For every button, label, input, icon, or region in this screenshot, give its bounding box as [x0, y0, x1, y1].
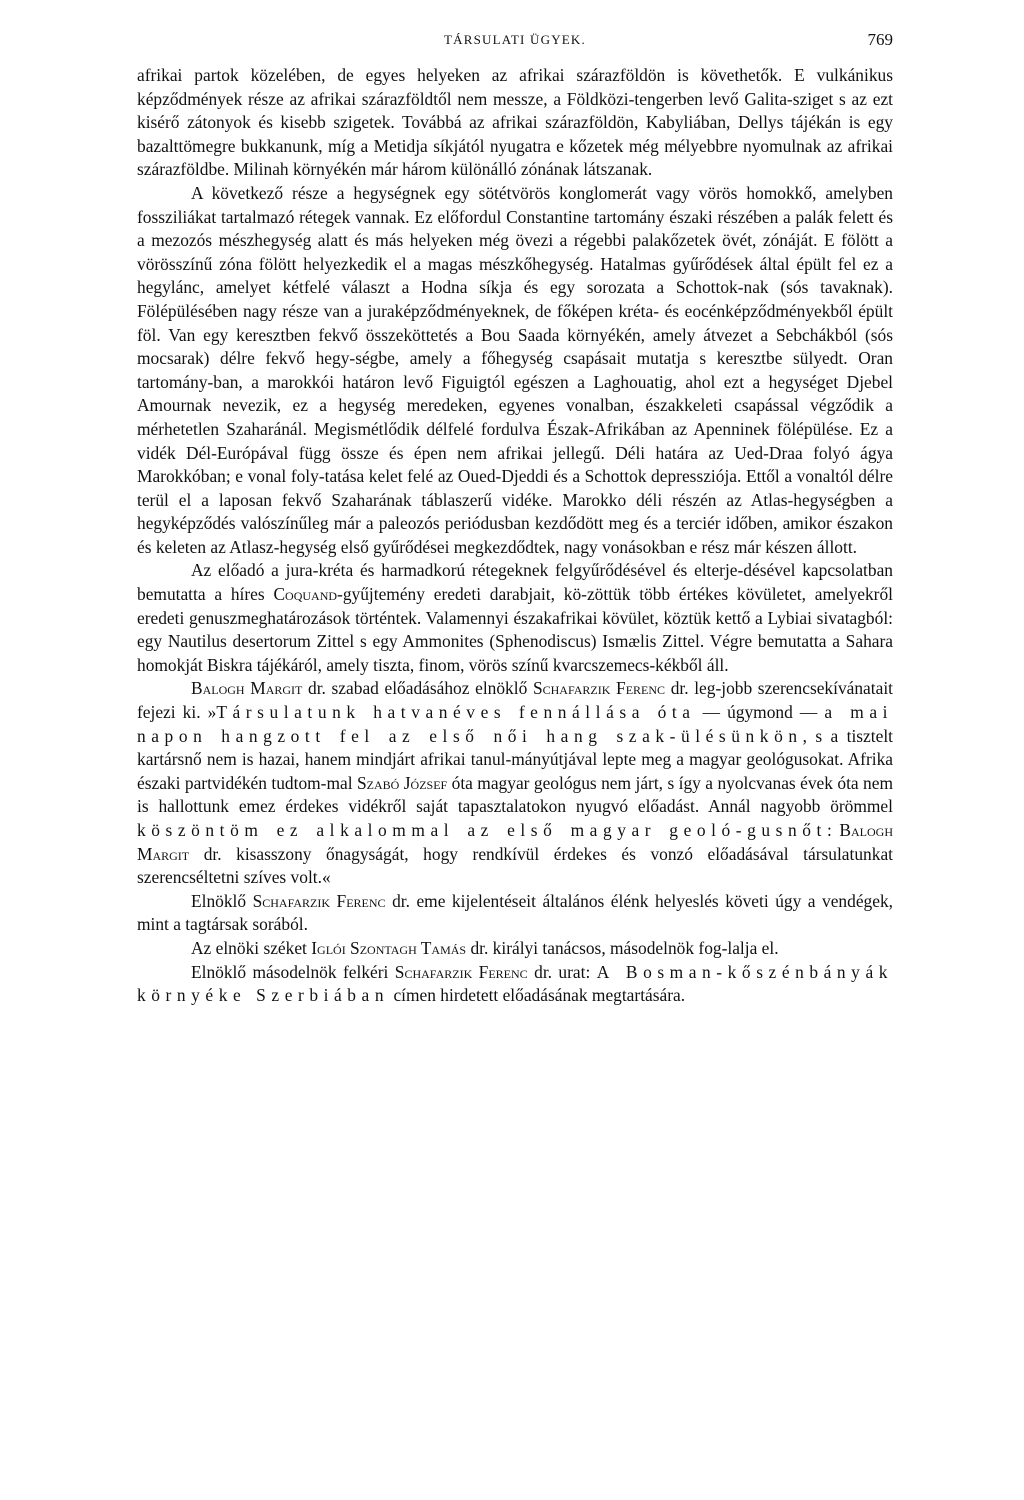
- name-smallcaps: Schafarzik Ferenc: [532, 678, 666, 699]
- text-run: Elnöklő másodelnök felkéri: [191, 961, 395, 982]
- paragraph: [137, 937, 893, 961]
- page-number: 769: [867, 30, 893, 49]
- page: [137, 30, 893, 1008]
- text-run: dr. urat:: [527, 961, 597, 982]
- paragraph: [137, 182, 893, 560]
- text-run: afrikai partok közelében, de egyes helyeken az afrikai szárazföldön is követhetők. E vulkánikus képződmények része az afrikai szárazföldtől nem messze, a Földközi-tengerben levő Galita-sziget s az ezt kisérő zátonyok és kisebb szigetek. Továbbá az afrikai szárazföldön, Kabyliában, Dellys tájékán is egy bazalttömegre bukkanunk, míg a Metidja síkjától nyugatra e kőzetek még mélyebbre nyomulnak az afrikai szárazföldbe. Milinah környékén már három különálló zónának látszanak.: [137, 65, 893, 180]
- text-run: címen hirdetett előadásának megtartására.: [389, 985, 686, 1006]
- text-run: Az elnöki széket: [191, 937, 312, 958]
- paragraph: [137, 890, 893, 937]
- spaced-emphasis: Társulatunk hatvanéves fennállása óta: [216, 702, 696, 723]
- text-run: Elnöklő: [191, 890, 253, 911]
- paragraph: [137, 961, 893, 1008]
- text-run: — úgymond —: [695, 702, 825, 723]
- text-run: dr. szabad előadásához elnöklő: [302, 678, 533, 699]
- paragraph: [137, 559, 893, 677]
- name-smallcaps: Balogh Margit: [191, 678, 303, 699]
- spaced-emphasis: a mai napon hangzott fel az első női hang szak-ülésünkön: [137, 702, 894, 746]
- text-run: óta magyar geológus nem járt, s így a nyolcvanas évek óta nem is hallottunk emez érdekes vidékről saját tapasztalatokon nyugvó előadást. Annál nagyobb örömmel: [137, 772, 893, 817]
- spaced-emphasis: köszöntöm ez alkalommal az első magyar geoló-gusnőt: [137, 820, 827, 840]
- text-run: dr. királyi tanácsos, másodelnök fog-lalja el.: [466, 937, 779, 958]
- paragraph: [137, 677, 893, 889]
- spaced-emphasis: A Bosman-kőszénbányák környéke Szerbiában: [137, 961, 893, 1006]
- running-title: TÁRSULATI ÜGYEK.: [444, 32, 586, 47]
- page-header: [137, 30, 893, 56]
- paragraph: [137, 64, 893, 182]
- text-run: -gyűjtemény eredeti darabjait, kö-zöttük több értékes kövületet, amelyekről eredeti genuszmeghatározások történtek. Valamennyi északafrikai kövület, köztük kettő a Lybiai sivatagból: egy Nautilus desertorum Zittel s egy Ammonites (Sphenodiscus) Ismælis Zittel. Végre bemutatta a Sahara homokját Biskra tájékáról, amely tiszta, finom, vörös színű kvarcszemecs-kékből áll.: [137, 584, 893, 675]
- text-run: :: [826, 820, 840, 840]
- name-smallcaps: Iglói Szontagh Tamás: [311, 937, 467, 958]
- text-run: , s a tisztelt kartársnő nem is hazai, hanem mindjárt afrikai tanul-mányútjával lepte meg a magyar geológusokat. Afrika északi partvidékén tudtom-mal: [137, 725, 893, 793]
- text-run: dr. leg-jobb szerencsekívánatait fejezi ki. »: [137, 678, 893, 723]
- text-run: dr. eme kijelentéseit általános élénk helyeslés követi úgy a vendégek, mint a tagtársak sorából.: [137, 890, 893, 935]
- body-text: [137, 64, 893, 1008]
- name-smallcaps: Balogh Margit: [137, 820, 893, 864]
- text-run: Az előadó a jura-kréta és harmadkorú rétegeknek felgyűrődésével és elterje-désével kapcsolatban bemutatta a híres: [137, 560, 893, 605]
- text-run: dr. kisasszony őnagyságát, hogy rendkívül érdekes és vonzó előadásával társulatunkat szerencséltetni szíves volt.«: [137, 843, 893, 888]
- name-smallcaps: Szabó József: [356, 772, 448, 793]
- text-run: A következő része a hegységnek egy sötétvörös konglomerát vagy vörös homokkő, amelyben fossziliákat tartalmazó rétegek vannak. Ez előfordul Constantine tartomány északi részében a palák felett és a mezozós mészhegység alatt és más helyeken még övezi a régebbi palakőzetek övét, zónáját. E fölött a vörösszínű zóna fölött helyezkedik el a magas mészkőhegység. Hatalmas gyűrődések által épült fel ez a hegylánc, amelyet kétfelé választ a Hodna síkja és egy sorozata a Schottok-nak (sós tavaknak). Fölépülésében nagy része van a juraképződményeknek, de főképen kréta- és eocénképződményekből épült föl. Van egy keresztben fekvő összeköttetés a Bou Saada környékén, amely átvezet a Sebchákból (sós mocsarak) délre fekvő hegy-ségbe, amely a főhegység csapásait mutatja s keresztbe sülyedt. Oran tartomány-ban, a marokkói határon levő Figuigtól egészen a Laghouatig, ahol ezt a hegységet Djebel Amournak nevezik, ez a hegység meredeken, egyenes vonalban, északkeleti csapással végződik a mérhetetlen Szaharánál. Megismétlődik délfelé fordulva Észak-Afrikában az Apenninek fölépülése. Ez a vidék Dél-Európával függ össze és épen nem afrikai jellegű. Déli határa az Ued-Draa folyó ágya Marokkóban; e vonal foly-tatása kelet felé az Oued-Djeddi és a Schottok depressziója. Ettől a vonaltól délre terül el a laposan fekvő Szaharának táblaszerű vidéke. Marokko déli részén az Atlas-hegységben a hegyképződés valószínűleg már a paleozós periódusban kezdődött meg és a terciér időben, amikor északon és keleten az Atlasz-hegység első gyűrődései megkezdődtek, nagy vonásokban e rész már készen állott.: [137, 182, 893, 557]
- name-smallcaps: Schafarzik Ferenc: [394, 961, 528, 982]
- name-smallcaps: Coquand: [273, 584, 338, 605]
- name-smallcaps: Schafarzik Ferenc: [252, 890, 386, 911]
